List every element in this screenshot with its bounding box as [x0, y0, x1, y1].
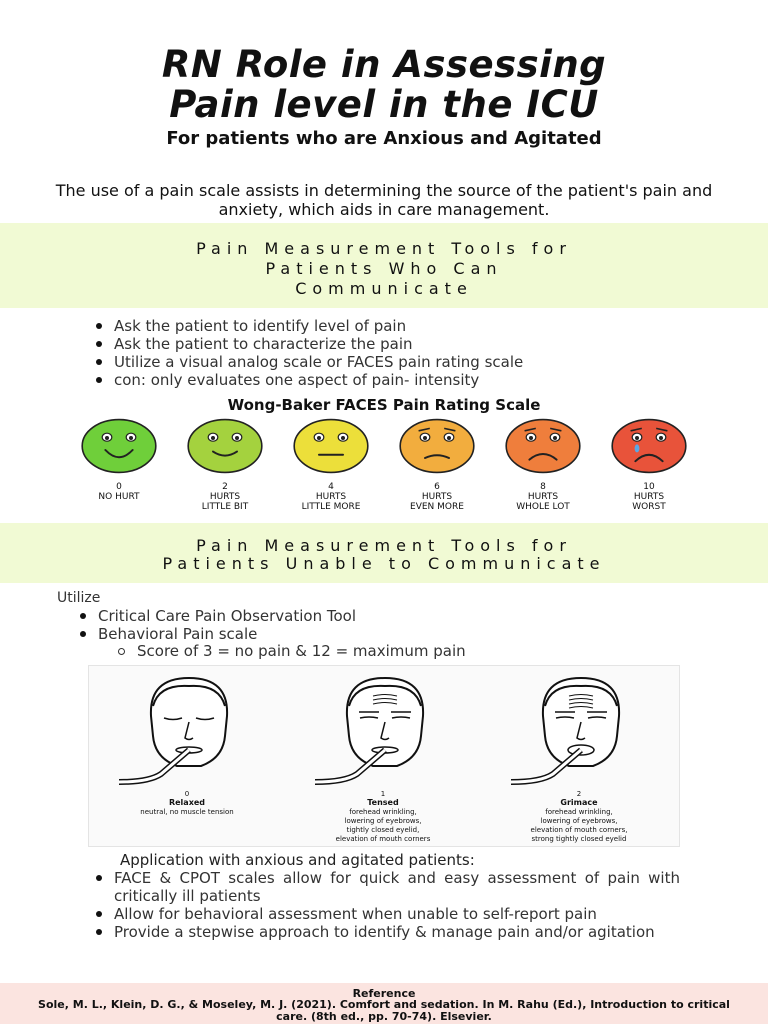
bullet-text: Ask the patient to identify level of pain	[114, 317, 407, 335]
cpot-title: Relaxed	[168, 798, 206, 807]
poster-subtitle: For patients who are Anxious and Agitated	[166, 128, 602, 149]
bullet-icon	[96, 341, 102, 347]
list-item	[74, 607, 356, 625]
cpot-desc: neutral, no muscle tension	[140, 808, 234, 816]
face-0-icon	[70, 418, 168, 474]
face-6-icon	[388, 418, 486, 474]
face-label-line: 10	[643, 482, 655, 492]
cpot-illustration	[88, 665, 680, 847]
reference-heading: Reference	[352, 987, 416, 1000]
list-item	[74, 625, 356, 643]
patient-face-icon	[285, 666, 481, 788]
bullet-text: Allow for behavioral assessment when unable to self-report pain	[114, 905, 597, 923]
bullet-icon	[80, 613, 86, 619]
face-label-line: HURTS	[633, 492, 665, 502]
list-item	[90, 869, 680, 905]
bullet-text: con: only evaluates one aspect of pain- intensity	[114, 371, 480, 389]
pain-face-2	[174, 418, 276, 512]
cpot-desc: forehead wrinkling, lowering of eyebrows, elevation of mouth corners, strong tightly closed eyelid	[530, 808, 628, 843]
application-bullet-list	[90, 869, 680, 941]
bullet-icon	[96, 377, 102, 383]
cpot-score: 2	[576, 790, 582, 798]
poster-title-line1: RN Role in Assessing	[161, 43, 607, 86]
cpot-face-2	[481, 666, 677, 846]
sub-bullet	[118, 642, 466, 660]
pain-face-6	[386, 418, 488, 512]
cpot-face-0	[89, 666, 285, 846]
unable-bullet-list	[74, 607, 356, 643]
patient-face-icon	[89, 666, 285, 788]
bullet-text: Ask the patient to characterize the pain	[114, 335, 413, 353]
list-item	[90, 335, 523, 353]
face-label	[68, 482, 170, 502]
pain-face-4	[280, 418, 382, 512]
face-label-line: HURTS	[315, 492, 347, 502]
face-label-line: HURTS	[527, 492, 559, 502]
face-label	[386, 482, 488, 512]
cpot-desc: forehead wrinkling, lowering of eyebrows, tightly closed eyelid, elevation of mouth corners	[335, 808, 431, 843]
bullet-icon	[96, 359, 102, 365]
bullet-icon	[96, 875, 102, 881]
face-label-line: 6	[434, 482, 440, 492]
cpot-score: 0	[184, 790, 190, 798]
bullet-icon	[80, 631, 86, 637]
list-item	[90, 923, 680, 941]
section2-heading-line: Pain Measurement Tools for	[196, 536, 572, 555]
wong-baker-title: Wong-Baker FACES Pain Rating Scale	[227, 396, 541, 414]
circle-bullet-icon	[118, 648, 125, 655]
bullet-text: FACE & CPOT scales allow for quick and easy assessment of pain with critically ill patients	[114, 869, 680, 905]
section1-heading-line: Patients Who Can	[265, 259, 503, 278]
face-label-line: NO HURT	[98, 492, 140, 502]
utilize-label: Utilize	[57, 590, 101, 606]
patient-face-icon	[481, 666, 677, 788]
cpot-title: Tensed	[367, 798, 399, 807]
list-item	[90, 317, 523, 335]
list-item	[90, 371, 523, 389]
bullet-icon	[96, 911, 102, 917]
list-item	[90, 905, 680, 923]
list-item	[90, 353, 523, 371]
cpot-score: 1	[380, 790, 386, 798]
bullet-icon	[96, 929, 102, 935]
section1-heading-line: Communicate	[295, 279, 473, 298]
bullet-text: Utilize a visual analog scale or FACES pain rating scale	[114, 353, 524, 371]
face-label	[598, 482, 700, 512]
face-2-icon	[176, 418, 274, 474]
pain-face-0	[68, 418, 170, 502]
pain-face-10	[598, 418, 700, 512]
face-label-line: LITTLE MORE	[301, 502, 361, 512]
face-label-line: EVEN MORE	[410, 502, 464, 512]
face-label-line: HURTS	[209, 492, 241, 502]
face-label-line: LITTLE BIT	[201, 502, 249, 512]
sub-bullet-text: Score of 3 = no pain & 12 = maximum pain	[137, 642, 466, 660]
intro-text: The use of a pain scale assists in determining the source of the patient's pain and anxiety, which aids in care management.	[55, 181, 713, 219]
face-10-icon	[600, 418, 698, 474]
section1-heading-line: Pain Measurement Tools for	[196, 239, 572, 258]
bullet-icon	[96, 323, 102, 329]
section2-heading-line: Patients Unable to Communicate	[162, 554, 606, 573]
wong-baker-faces	[68, 418, 700, 513]
pain-face-8	[492, 418, 594, 512]
face-label-line: 2	[222, 482, 228, 492]
bullet-text: Provide a stepwise approach to identify & manage pain and/or agitation	[114, 923, 655, 941]
bullet-text: Behavioral Pain scale	[98, 625, 258, 643]
cpot-face-1	[285, 666, 481, 846]
face-label	[174, 482, 276, 512]
face-label-line: WORST	[632, 502, 666, 512]
face-label-line: HURTS	[421, 492, 453, 502]
reference-text: Sole, M. L., Klein, D. G., & Moseley, M. J. (2021). Comfort and sedation. In M. Rahu (Ed.), Introduction to critical care. (8th ed., pp. 70-74). Elsevier.	[38, 998, 730, 1023]
cpot-title: Grimace	[560, 798, 598, 807]
bullet-text: Critical Care Pain Observation Tool	[98, 607, 356, 625]
face-label-line: 0	[116, 482, 122, 492]
application-heading: Application with anxious and agitated patients:	[120, 851, 475, 869]
face-label-line: WHOLE LOT	[516, 502, 570, 512]
poster-title-line2: Pain level in the ICU	[169, 83, 599, 126]
face-label-line: 8	[540, 482, 546, 492]
face-label	[492, 482, 594, 512]
face-label-line: 4	[328, 482, 334, 492]
face-label	[280, 482, 382, 512]
face-8-icon	[494, 418, 592, 474]
face-4-icon	[282, 418, 380, 474]
communicate-bullet-list	[90, 317, 523, 389]
